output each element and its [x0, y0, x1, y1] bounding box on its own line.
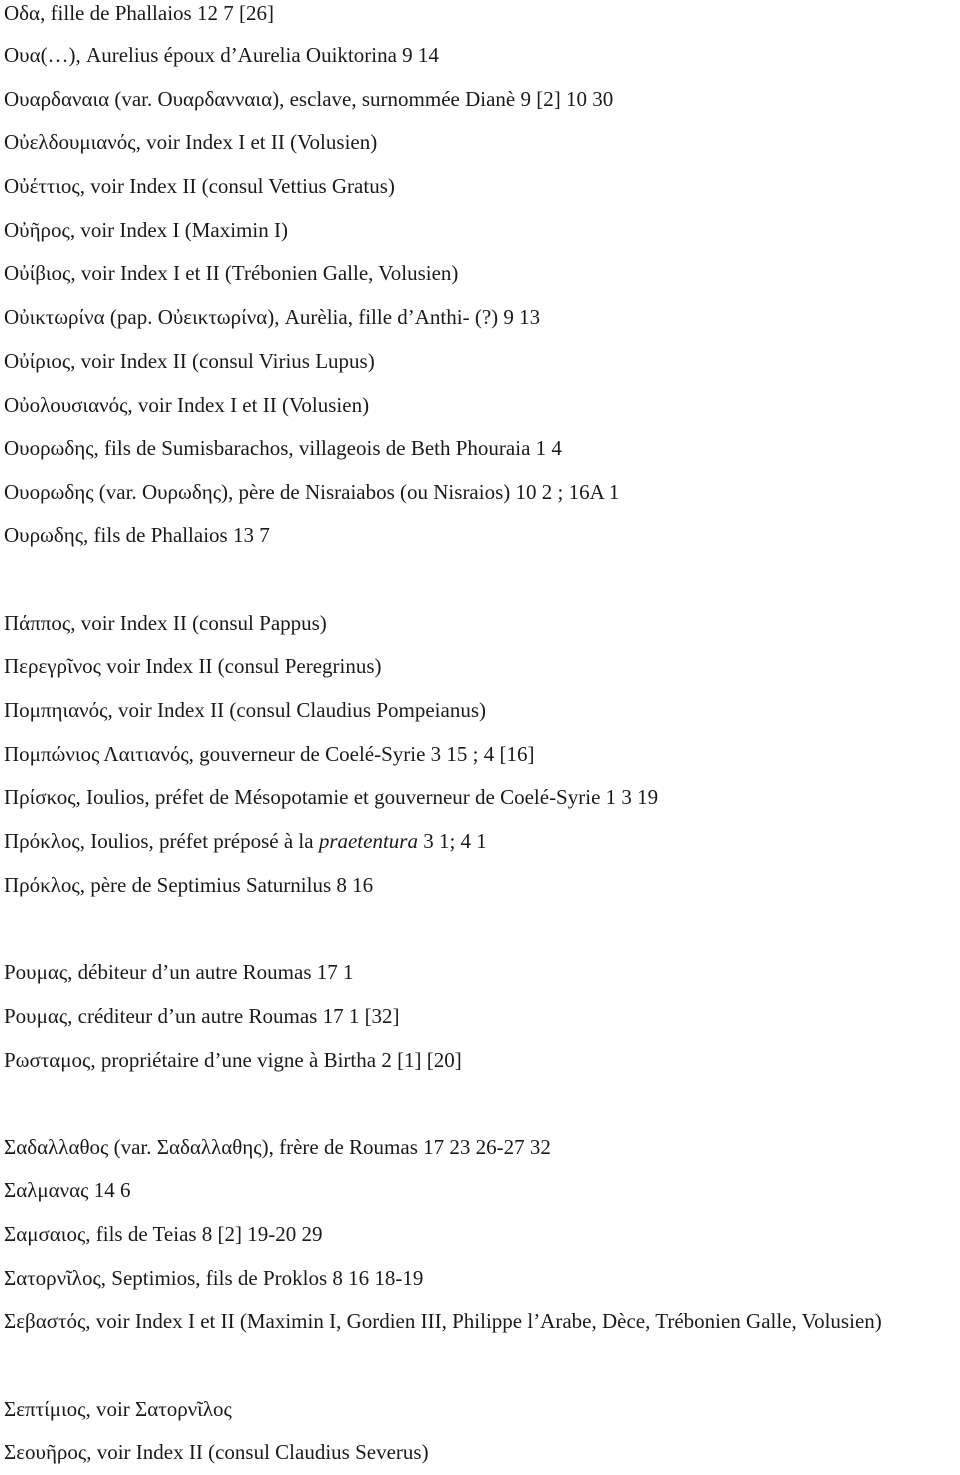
index-entry: Σαδαλλαθος (var. Σαδαλλαθης), frère de Roumas 17 23 26-27 32 — [4, 1135, 551, 1159]
index-entry: Οὐολουσιανός, voir Index I et II (Volusien) — [4, 393, 370, 417]
index-entry: Οὐῆρος, voir Index I (Maximin I) — [4, 218, 288, 242]
index-entry: Πομπηιανός, voir Index II (consul Claudius Pompeianus) — [4, 698, 486, 722]
index-entry: Σεπτίμιος, voir Σατορνῖλος — [4, 1397, 232, 1421]
index-entry: Πομπώνιος Λαιτιανός, gouverneur de Coelé-Syrie 3 15 ; 4 [16] — [4, 742, 535, 766]
index-entry: Πρόκλος, père de Septimius Saturnilus 8 16 — [4, 873, 374, 897]
index-entry — [4, 820, 956, 864]
index-entry: Οὐίβιος, voir Index I et II (Trébonien Galle, Volusien) — [4, 261, 459, 285]
index-entry: Οὐέττιος, voir Index II (consul Vettius Gratus) — [4, 174, 395, 198]
entry-text: 3 1; 4 1 — [417, 829, 487, 853]
entry-italic: praetentura — [318, 829, 418, 853]
index-entry: Οὐικτωρίνα (pap. Οὐεικτωρίνα), Aurèlia, fille d’Anthi- (?) 9 13 — [4, 305, 541, 329]
index-entry: Ρουμας, créditeur d’un autre Roumas 17 1 [32] — [4, 1004, 400, 1028]
index-entry: Ρουμας, débiteur d’un autre Roumas 17 1 — [4, 960, 354, 984]
entry-text: Πρόκλος, Ioulios, préfet préposé à la — [4, 829, 319, 853]
index-entry: Σαλμανας 14 6 — [4, 1178, 131, 1202]
index-entry: Σαμσαιος, fils de Teias 8 [2] 19-20 29 — [4, 1222, 323, 1246]
index-entry: Περεγρῖνος voir Index II (consul Peregrinus) — [4, 654, 382, 678]
index-entry: Σατορνῖλος, Septimios, fils de Proklos 8 16 18-19 — [4, 1266, 424, 1290]
index-entry: Σεβαστός, voir Index I et II (Maximin I, Gordien III, Philippe l’Arabe, Dèce, Trébonien Galle, Volusien) — [4, 1309, 882, 1333]
index-entry: Ουρωδης, fils de Phallaios 13 7 — [4, 523, 270, 547]
index-entry: Πρίσκος, Ioulios, préfet de Mésopotamie et gouverneur de Coelé-Syrie 1 3 19 — [4, 785, 659, 809]
index-entry: Ουα(…), Aurelius époux d’Aurelia Ouiktorina 9 14 — [4, 43, 439, 67]
index-entry: Ρωσταμος, propriétaire d’une vigne à Birtha 2 [1] [20] — [4, 1048, 462, 1072]
index-entry: Σεουῆρος, voir Index II (consul Claudius Severus) — [4, 1440, 429, 1464]
index-entry: Πάππος, voir Index II (consul Pappus) — [4, 611, 327, 635]
index-entry: Ουορωδης (var. Ουρωδης), père de Nisraiabos (ou Nisraios) 10 2 ; 16A 1 — [4, 480, 620, 504]
index-entry: Οὐίριος, voir Index II (consul Virius Lupus) — [4, 349, 375, 373]
index-entry: Ουαρδαναια (var. Ουαρδανναια), esclave, surnommée Dianè 9 [2] 10 30 — [4, 87, 614, 111]
index-entry: Ουορωδης, fils de Sumisbarachos, villageois de Beth Phouraia 1 4 — [4, 436, 562, 460]
index-entry: Οὐελδουμιανός, voir Index I et II (Volusien) — [4, 130, 378, 154]
index-entry: Οδα, fille de Phallaios 12 7 [26] — [4, 1, 274, 25]
